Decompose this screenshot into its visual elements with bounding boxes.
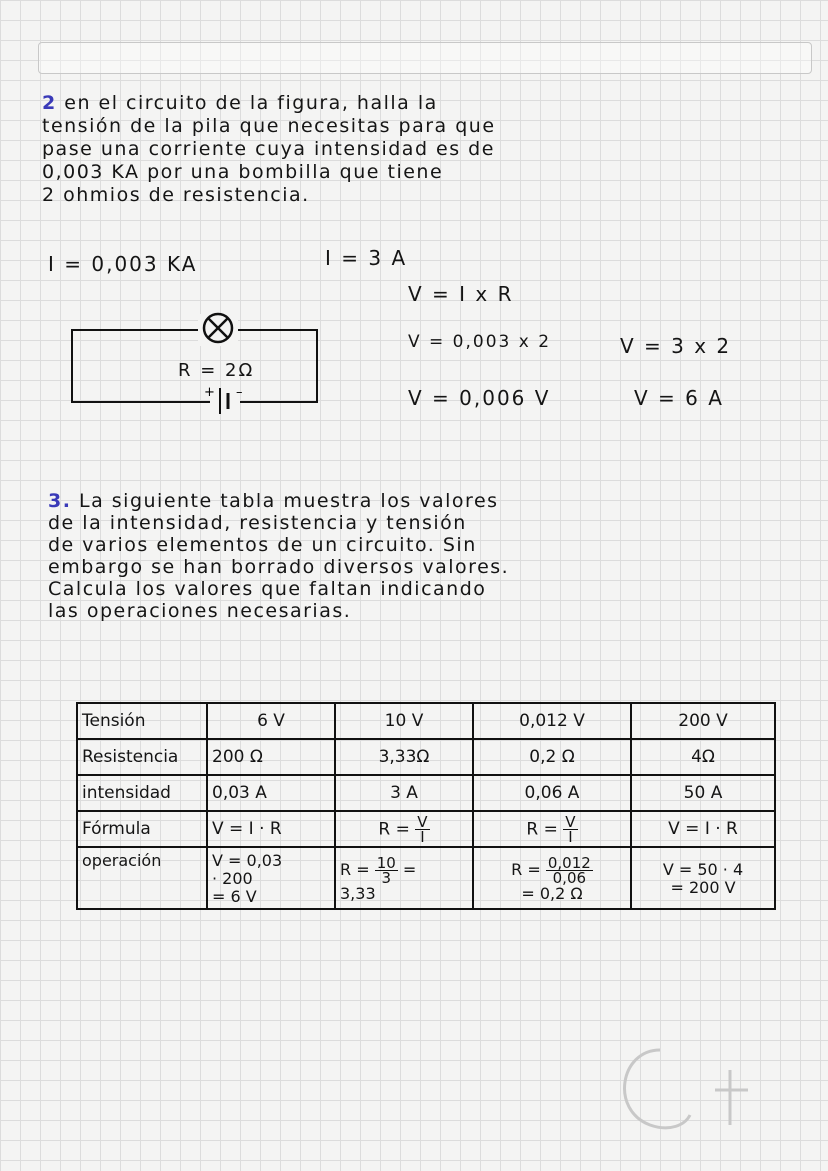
table-cell: 4Ω <box>631 739 775 775</box>
table-cell <box>631 847 775 909</box>
table-cell: 0,012 V <box>473 703 631 739</box>
table-row-resistance <box>77 739 775 775</box>
table-cell <box>207 847 335 909</box>
notebook-header-box <box>38 42 812 74</box>
fraction <box>546 853 593 887</box>
row-label: intensidad <box>77 775 207 811</box>
problem-2-line: 0,003 KA por una bombilla que tiene <box>42 161 444 183</box>
operation-line: = 6 V <box>212 887 257 906</box>
given-current-ka: I = 0,003 KA <box>48 252 198 276</box>
table-row-current <box>77 775 775 811</box>
table-cell: 0,2 Ω <box>473 739 631 775</box>
resistor-label: R = 2Ω <box>178 360 255 381</box>
table-row-formula <box>77 811 775 847</box>
table-cell: 0,06 A <box>473 775 631 811</box>
row-label: Fórmula <box>77 811 207 847</box>
table-cell: 50 A <box>631 775 775 811</box>
problem-3-line: Calcula los valores que faltan indicando <box>48 578 487 600</box>
table-row-tension <box>77 703 775 739</box>
problem-2-line: tensión de la pila que necesitas para que <box>42 115 496 137</box>
table-cell: V = I · R <box>207 811 335 847</box>
fraction-denominator: 3 <box>381 868 392 887</box>
fraction-numerator: 0,012 <box>547 853 591 872</box>
result-b: V = 6 A <box>634 386 724 410</box>
problem-3-line: las operaciones necesarias. <box>48 600 352 622</box>
battery-minus-sign: – <box>236 385 243 400</box>
table-cell <box>335 847 473 909</box>
table-cell <box>335 811 473 847</box>
calculation-a: V = 0,003 x 2 <box>408 332 552 352</box>
operation-line: V = 0,03 <box>212 851 283 870</box>
table-cell: 6 V <box>207 703 335 739</box>
table-cell <box>473 847 631 909</box>
calculation-b: V = 3 x 2 <box>620 334 732 358</box>
problem-2-line: 2 en el circuito de la figura, halla la <box>42 92 438 114</box>
fraction <box>415 812 429 846</box>
table-cell: 3,33Ω <box>335 739 473 775</box>
fraction-numerator: V <box>565 812 576 831</box>
problem-3-line: embargo se han borrado diversos valores. <box>48 556 510 578</box>
fraction-numerator: V <box>417 812 428 831</box>
formula-prefix: R = <box>526 819 558 839</box>
result-a: V = 0,006 V <box>408 386 551 410</box>
operation-prefix: R = <box>511 859 541 879</box>
problem-2-line: 2 ohmios de resistencia. <box>42 184 310 206</box>
row-label: Tensión <box>77 703 207 739</box>
table-cell: 10 V <box>335 703 473 739</box>
equals-sign: = <box>402 859 417 879</box>
current-in-amps: I = 3 A <box>325 246 408 270</box>
table-cell: 200 Ω <box>207 739 335 775</box>
values-table <box>76 702 776 910</box>
fraction <box>375 853 398 887</box>
table-cell: 3 A <box>335 775 473 811</box>
ohms-law-formula: V = I x R <box>408 282 514 306</box>
doodle-curve <box>625 1050 690 1128</box>
table-cell <box>473 811 631 847</box>
table-cell: 0,03 A <box>207 775 335 811</box>
table-cell: 200 V <box>631 703 775 739</box>
operation-result: 3,33 <box>340 883 376 903</box>
fraction-denominator: 0,06 <box>552 868 587 887</box>
problem-3-line: de la intensidad, resistencia y tensión <box>48 512 467 534</box>
operation-line: V = 50 · 4 <box>662 860 744 879</box>
table-cell: V = I · R <box>631 811 775 847</box>
doodle-sketch <box>590 1030 770 1150</box>
fraction <box>563 812 577 846</box>
fraction-numerator: 10 <box>376 853 396 872</box>
problem-2-line: pase una corriente cuya intensidad es de <box>42 138 495 160</box>
row-label: Resistencia <box>77 739 207 775</box>
fraction-denominator: I <box>568 827 573 846</box>
formula-prefix: R = <box>378 819 410 839</box>
row-label: operación <box>77 847 207 909</box>
operation-prefix: R = <box>340 859 370 879</box>
problem-3-line: de varios elementos de un circuito. Sin <box>48 534 477 556</box>
fraction-denominator: I <box>420 827 425 846</box>
table-row-operation <box>77 847 775 909</box>
operation-result: = 0,2 Ω <box>521 883 583 903</box>
problem-3-line: 3. La siguiente tabla muestra los valores <box>48 490 499 512</box>
operation-line: · 200 <box>212 869 253 888</box>
battery-plus-sign: + <box>204 385 215 400</box>
operation-line: = 200 V <box>670 878 736 897</box>
